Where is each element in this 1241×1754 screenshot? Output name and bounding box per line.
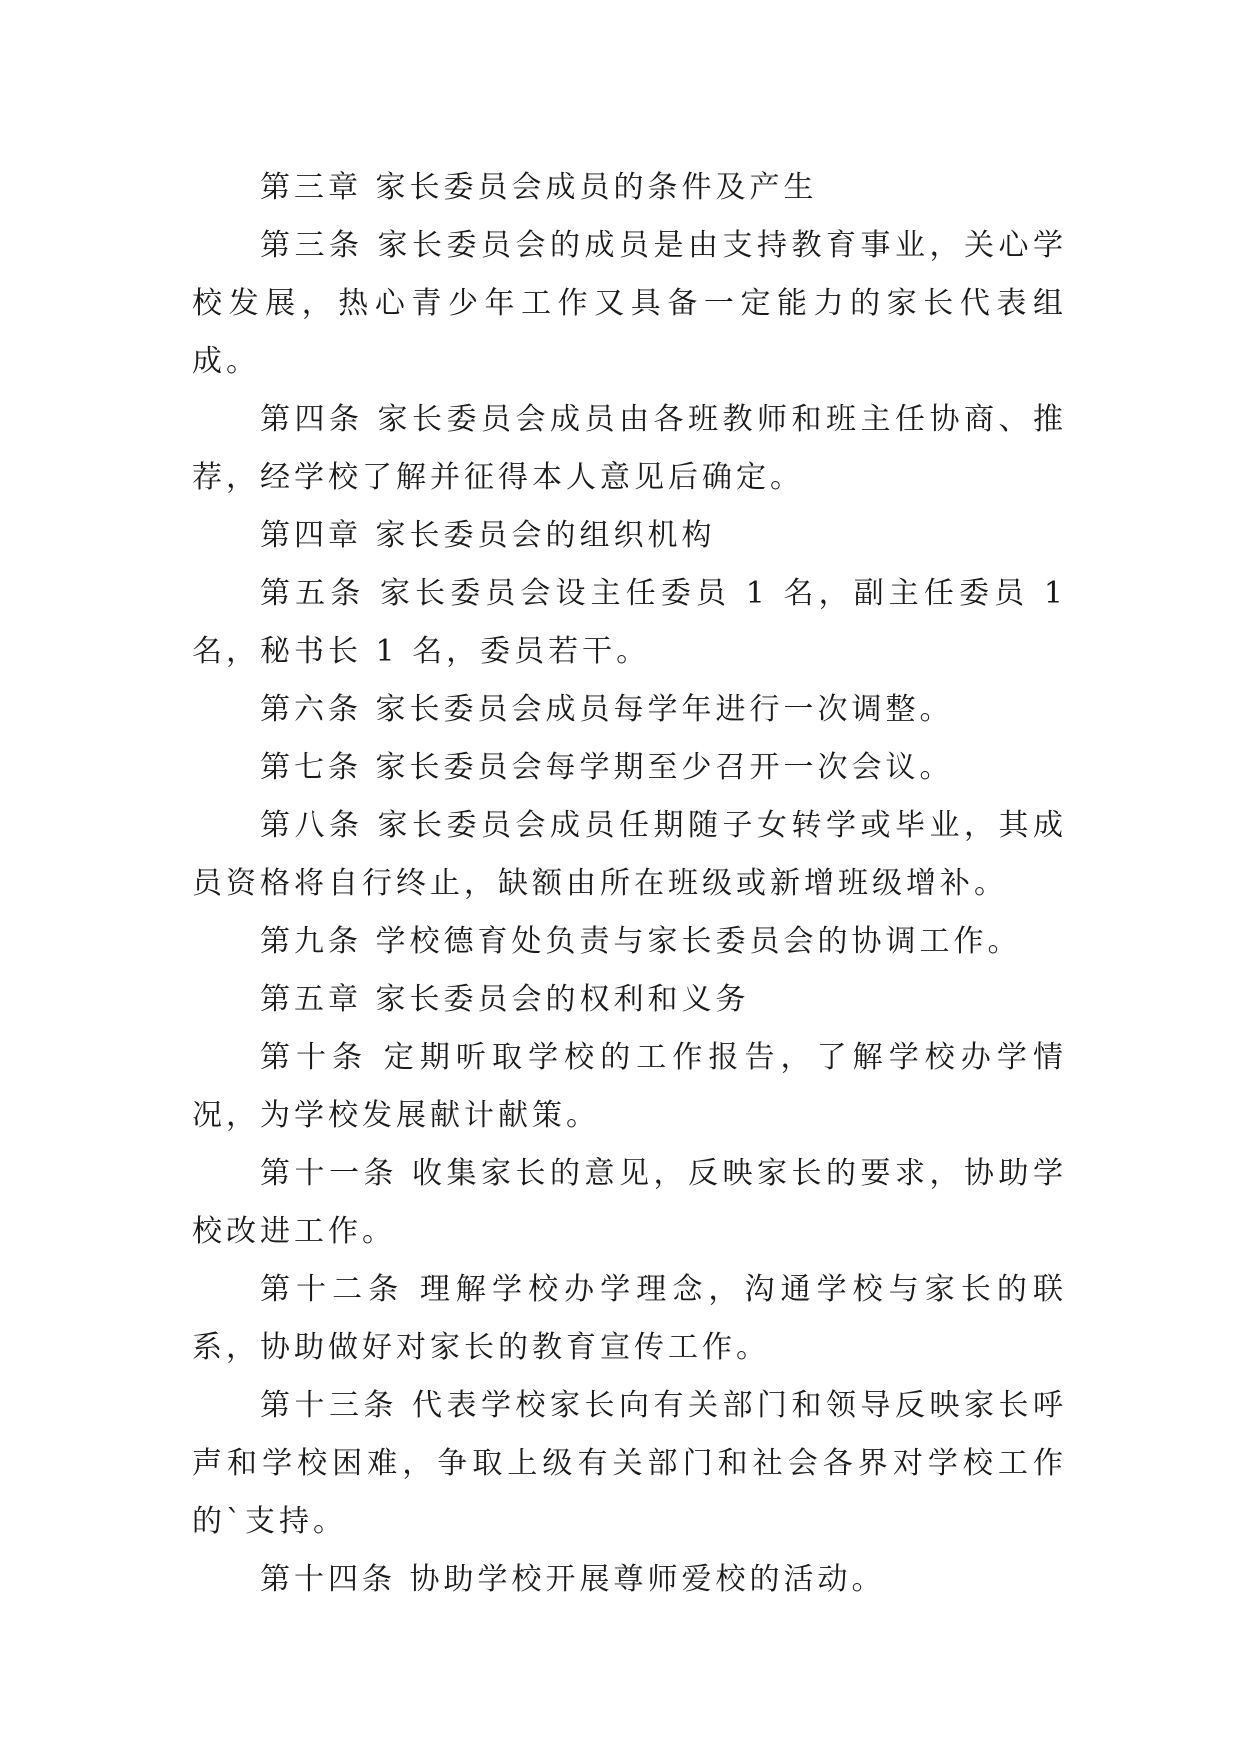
- article-paragraph: 第十二条 理解学校办学理念，沟通学校与家长的联系，协助做好对家长的教育宣传工作。: [192, 1272, 1067, 1365]
- article-paragraph: 第十条 定期听取学校的工作报告，了解学校办学情况，为学校发展献计献策。: [192, 1040, 1067, 1133]
- article-paragraph: 第十一条 收集家长的意见，反映家长的要求，协助学校改进工作。: [192, 1156, 1067, 1249]
- chapter-heading: 第四章 家长委员会的组织机构: [260, 518, 716, 553]
- article-paragraph: 第十四条 协助学校开展尊师爱校的活动。: [260, 1562, 886, 1597]
- article-paragraph: 第十三条 代表学校家长向有关部门和领导反映家长呼声和学校困难，争取上级有关部门和社会各界对学校工作的`支持。: [192, 1388, 1067, 1539]
- article-paragraph: 第三条 家长委员会的成员是由支持教育事业，关心学校发展，热心青少年工作又具备一定能力的家长代表组成。: [192, 228, 1067, 379]
- article-paragraph: 第四条 家长委员会成员由各班教师和班主任协商、推荐，经学校了解并征得本人意见后确定。: [192, 402, 1067, 495]
- article-paragraph: 第五条 家长委员会设主任委员 1 名，副主任委员 1 名，秘书长 1 名，委员若干。: [192, 576, 1067, 669]
- chapter-heading: 第三章 家长委员会成员的条件及产生: [260, 170, 818, 205]
- article-paragraph: 第七条 家长委员会每学期至少召开一次会议。: [260, 750, 954, 785]
- chapter-heading: 第五章 家长委员会的权利和义务: [260, 982, 750, 1017]
- article-paragraph: 第九条 学校德育处负责与家长委员会的协调工作。: [260, 924, 1022, 959]
- document-body: [192, 159, 1067, 1609]
- article-paragraph: 第六条 家长委员会成员每学年进行一次调整。: [260, 692, 954, 727]
- article-paragraph: 第八条 家长委员会成员任期随子女转学或毕业，其成员资格将自行终止，缺额由所在班级或新增班级增补。: [192, 808, 1067, 901]
